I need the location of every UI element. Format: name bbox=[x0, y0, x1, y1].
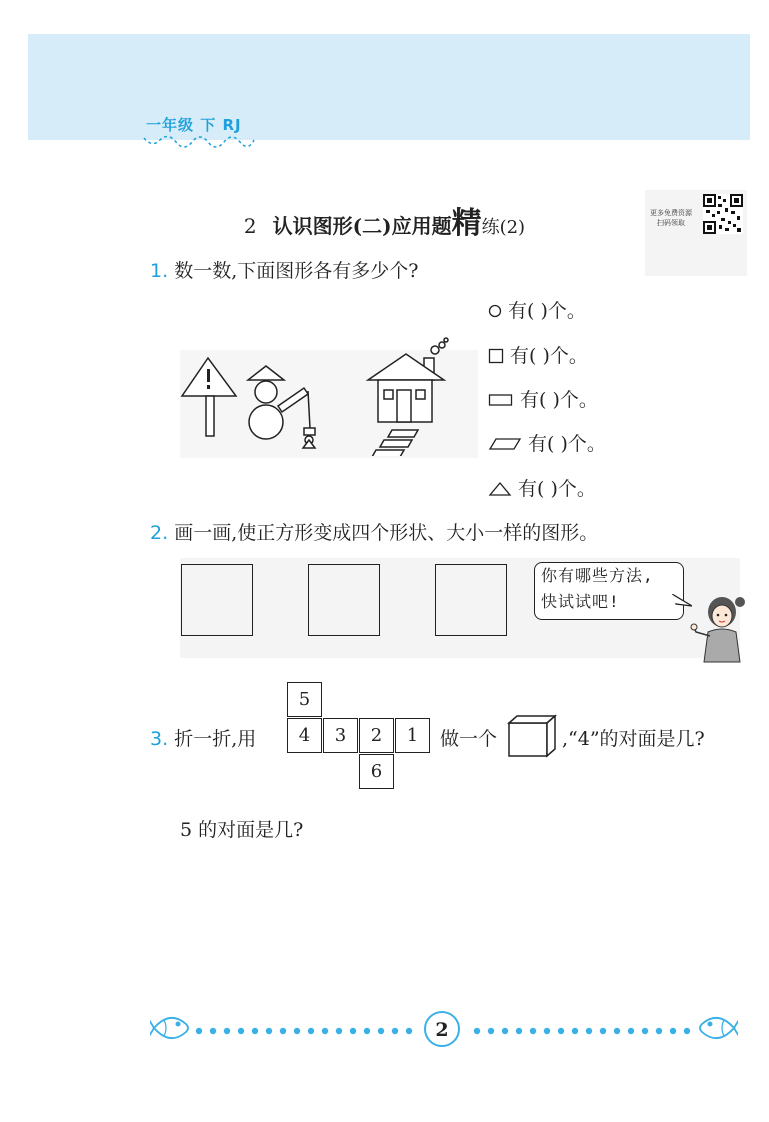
rectangle-icon bbox=[488, 393, 514, 407]
count-row-parallelogram bbox=[488, 429, 606, 456]
drawing-square-3[interactable] bbox=[435, 564, 507, 636]
triangle-icon bbox=[488, 481, 512, 497]
header-banner bbox=[28, 34, 750, 140]
speech-bubble-tail bbox=[672, 594, 692, 610]
drawing-square-1[interactable] bbox=[181, 564, 253, 636]
qr-caption: 更多免费资源 扫码领取 bbox=[650, 209, 692, 227]
count-answer-blank[interactable]: 有( )个。 bbox=[528, 433, 606, 455]
question-3-followup: 5 的对面是几? bbox=[180, 819, 304, 841]
count-answer-blank[interactable]: 有( )个。 bbox=[518, 478, 596, 500]
parallelogram-icon bbox=[488, 437, 522, 451]
net-cell: 4 bbox=[287, 718, 322, 753]
qr-code-icon[interactable] bbox=[703, 194, 743, 234]
question-3-prompt-start: 3. 折一折,用 bbox=[150, 728, 257, 750]
fish-left-icon bbox=[150, 1006, 192, 1048]
count-answer-blank[interactable]: 有( )个。 bbox=[508, 300, 586, 322]
count-row-triangle bbox=[488, 474, 596, 501]
net-cell: 2 bbox=[359, 718, 394, 753]
wave-decoration bbox=[142, 134, 262, 158]
net-cell-top: 5 bbox=[287, 682, 322, 717]
drawing-square-2[interactable] bbox=[308, 564, 380, 636]
girl-illustration bbox=[690, 592, 748, 664]
circle-icon bbox=[488, 304, 502, 318]
count-row-rectangle bbox=[488, 385, 598, 412]
count-row-square bbox=[488, 341, 588, 368]
cube-icon bbox=[507, 714, 559, 758]
speech-bubble: 你有哪些方法, 快试试吧! bbox=[534, 562, 684, 620]
net-cell: 1 bbox=[395, 718, 430, 753]
grade-label: 一年级 下 RJ bbox=[146, 116, 242, 134]
footer-dots-left bbox=[194, 1026, 416, 1036]
count-answer-blank[interactable]: 有( )个。 bbox=[510, 345, 588, 367]
net-cell-bottom: 6 bbox=[359, 754, 394, 789]
snowman-figure bbox=[248, 366, 315, 448]
count-row-circle bbox=[488, 296, 586, 323]
question-2-prompt: 2. 画一画,使正方形变成四个形状、大小一样的图形。 bbox=[150, 522, 599, 544]
question-1-prompt: 1. 数一数,下面图形各有多少个? bbox=[150, 260, 419, 282]
count-answer-blank[interactable]: 有( )个。 bbox=[520, 389, 598, 411]
square-icon bbox=[488, 348, 504, 364]
footer-dots-right bbox=[472, 1026, 694, 1036]
warning-sign-figure bbox=[182, 358, 236, 436]
shape-picture bbox=[178, 336, 478, 456]
page-title: 2 认识图形(二)应用题精练(2) bbox=[243, 206, 526, 241]
question-3-prompt-end: ,“4”的对面是几? bbox=[562, 728, 705, 750]
fish-right-icon bbox=[696, 1006, 738, 1048]
cube-net bbox=[287, 682, 432, 790]
page-number: 2 bbox=[424, 1011, 460, 1047]
net-cell: 3 bbox=[323, 718, 358, 753]
question-3-prompt-middle: 做一个 bbox=[440, 728, 498, 750]
house-figure bbox=[368, 338, 448, 456]
